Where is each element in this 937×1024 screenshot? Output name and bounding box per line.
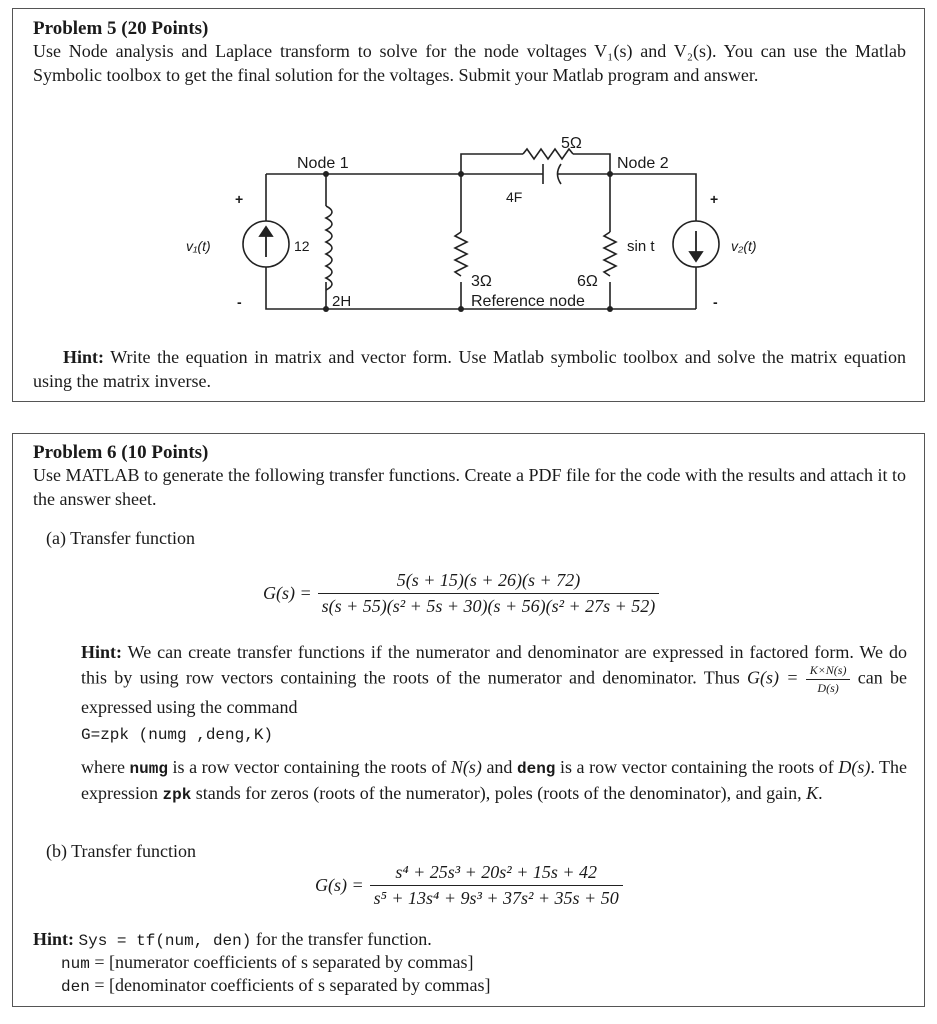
k-symbol: K xyxy=(806,783,819,803)
source2-value: sin t xyxy=(627,238,655,255)
hint-a xyxy=(81,640,907,719)
where-text-1: where xyxy=(81,757,125,777)
hint-text: Write the equation in matrix and vector form. Use Matlab symbolic toolbox and solve the matrix equation using the matrix inverse. xyxy=(33,347,906,391)
num-line xyxy=(61,951,761,977)
where-text-4: is a row vector containing the roots of xyxy=(559,757,834,777)
hint-a-lhs: G(s) = xyxy=(746,667,799,688)
deng-code: deng xyxy=(517,760,556,778)
source1-value: 12 xyxy=(294,238,310,254)
code-zpk: G=zpk (numg ,deng,K) xyxy=(81,726,274,744)
eq-b-denominator: s⁵ + 13s⁴ + 9s³ + 37s² + 35s + 50 xyxy=(373,888,619,908)
r5-label: 5Ω xyxy=(561,135,582,152)
v1-plus: + xyxy=(235,191,244,207)
inductor-label: 2H xyxy=(332,293,352,310)
hint-b-label: Hint: xyxy=(33,929,75,949)
cap-label: 4F xyxy=(506,189,523,205)
den-desc: = [denominator coefficients of s separated by commas] xyxy=(94,975,491,995)
problem-6-title: Problem 6 (10 Points) xyxy=(33,442,209,463)
node1-label: Node 1 xyxy=(297,155,349,172)
part-b-label: (b) Transfer function xyxy=(46,841,196,861)
eq-a-denominator: s(s + 55)(s² + 5s + 30)(s + 56)(s² + 27s + 52) xyxy=(321,596,656,616)
den-line xyxy=(61,974,761,1000)
where-paragraph xyxy=(81,755,907,807)
num-desc: = [numerator coefficients of s separated by commas] xyxy=(94,952,474,972)
eq-a-lhs: G(s) = xyxy=(263,583,312,603)
hint-a-label: Hint: xyxy=(81,642,123,662)
problem-6-body: Use MATLAB to generate the following transfer functions. Create a PDF file for the code with the results and attach it to the answer sheet. xyxy=(33,465,906,509)
hint-b xyxy=(33,928,733,954)
period: . xyxy=(818,783,823,803)
num-label: num xyxy=(61,955,90,973)
hint-b-text: for the transfer function. xyxy=(255,929,432,949)
r6-label: 6Ω xyxy=(577,273,598,290)
r3-label: 3Ω xyxy=(471,273,492,290)
part-a-label: (a) Transfer function xyxy=(46,528,195,548)
v1-label: v₁(t) xyxy=(186,238,211,254)
v2-label: v₂(t) xyxy=(731,238,757,254)
numg-code: numg xyxy=(129,760,168,778)
ns-symbol: N(s) xyxy=(450,757,482,777)
eq-a-numerator: 5(s + 15)(s + 26)(s + 72) xyxy=(318,570,660,594)
zpk-code: zpk xyxy=(162,786,192,804)
ds-symbol: D(s) xyxy=(838,757,871,777)
circuit-diagram xyxy=(13,124,924,324)
where-text-5: . The expression xyxy=(81,757,908,803)
where-text-6: stands for zeros (roots of the numerator), poles (roots of the denominator), and gain, xyxy=(195,783,802,803)
problem-5-body: Use Node analysis and Laplace transform to solve for the node voltages V₁(s) and V₂(s). You can use the Matlab Symbolic toolbox to get the final solution for the voltages. Submit your Matlab program and answer. xyxy=(33,41,906,85)
problem-5-title: Problem 5 (20 Points) xyxy=(33,18,209,39)
junction-dots xyxy=(323,171,613,312)
v1-minus: - xyxy=(237,294,242,310)
hint-b-code: Sys = tf(num, den) xyxy=(78,932,252,950)
eq-b-lhs: G(s) = xyxy=(315,875,364,895)
v2-plus: + xyxy=(710,191,719,207)
problem-6-box xyxy=(12,433,925,1007)
hint-label: Hint: xyxy=(63,347,105,367)
problem-5-hint xyxy=(33,346,906,393)
hint-a-frac-den: D(s) xyxy=(817,681,839,695)
ref-node-label: Reference node xyxy=(471,293,585,310)
v2-minus: - xyxy=(713,294,718,310)
den-label: den xyxy=(61,978,90,996)
eq-b-numerator: s⁴ + 25s³ + 20s² + 15s + 42 xyxy=(370,862,623,886)
equation-b xyxy=(315,862,623,909)
problem-5-box xyxy=(12,8,925,402)
node2-label: Node 2 xyxy=(617,155,669,172)
hint-a-text1: We can create transfer functions if the numerator and denominator are expressed in factored form. We do this by using row vectors containing the roots of the numerator and denominator. Thus xyxy=(81,642,907,688)
hint-a-frac-num: K×N(s) xyxy=(806,664,851,680)
equation-a xyxy=(263,570,659,617)
where-text-3: and xyxy=(486,757,513,777)
where-text-2: is a row vector containing the roots of xyxy=(172,757,447,777)
hint-a-text2: can be expressed using the command xyxy=(81,667,907,717)
